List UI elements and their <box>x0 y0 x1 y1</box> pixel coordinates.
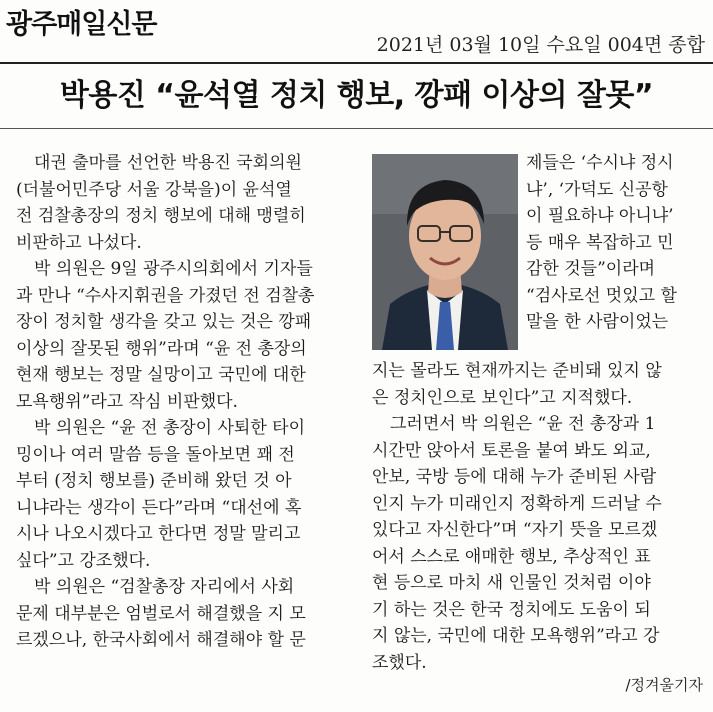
dateline: 2021년 03월 10일 수요일 004면 종합 <box>376 34 705 56</box>
article-column-2-top <box>526 150 704 336</box>
portrait-photo <box>372 154 518 350</box>
article-line: 싶다”고 강조했다. <box>16 550 151 571</box>
article-line: 이상의 잘못된 행위”라며 “윤 전 총장의 <box>16 338 307 359</box>
top-rule <box>0 62 713 64</box>
article-line: 인지 누가 미래인지 정확하게 드러날 수 <box>372 493 662 514</box>
article-line: 이 필요하냐 아니냐’ <box>526 206 674 226</box>
article-line: 박 의원은 9일 광주시의회에서 기자들 <box>34 259 313 279</box>
article-line: 시간만 앉아서 토론을 붙여 봐도 외교, <box>372 440 651 461</box>
article-line: 비판하고 나섰다. <box>16 232 142 253</box>
article-line: 기 하는 것은 한국 정치에도 도움이 되 <box>372 599 651 620</box>
portrait-image <box>372 154 518 350</box>
article-line: 문제 대부분은 엄벌로서 해결했을 지 모 <box>16 603 306 624</box>
article-line: 모욕행위”라고 작심 비판했다. <box>16 391 238 412</box>
article-line: 등 매우 복잡하고 민 <box>526 232 674 253</box>
article-line: 과 만나 “수사지휘권을 가졌던 전 검찰총 <box>16 285 315 306</box>
article-line: 냐’, ‘가덕도 신공항 <box>526 179 668 200</box>
article-line: 감한 것들”이라며 <box>526 259 656 279</box>
article-line: 박 의원은 “윤 전 총장이 사퇴한 타이 <box>34 418 306 438</box>
article-line: 르겠으나, 한국사회에서 해결해야 할 문 <box>16 630 306 650</box>
article-line: 현재 행보는 정말 실망이고 국민에 대한 <box>16 365 306 385</box>
article-line: 말을 한 사람이었는 <box>526 312 669 332</box>
article-line: 현 등으로 마치 새 인물인 것처럼 이야 <box>372 573 651 593</box>
article-line: (더불어민주당 서울 강북을)이 윤석열 <box>16 179 292 200</box>
article-line: 제들은 ‘수시냐 정시 <box>526 153 674 173</box>
article-line: 있다고 자신한다”며 “자기 뜻을 모르겠 <box>372 520 658 540</box>
article-line: 전 검찰총장의 정치 행보에 대해 맹렬히 <box>16 206 306 226</box>
byline: /정겨울기자 <box>625 676 703 694</box>
masthead: 광주매일신문 <box>6 9 157 40</box>
article-line: 조했다. <box>372 652 427 673</box>
article-line: 박 의원은 “검찰총장 자리에서 사회 <box>34 577 295 597</box>
article-line: 지 않는, 국민에 대한 모욕행위”라고 강 <box>372 626 660 646</box>
article-line: “검사로선 멋있고 할 <box>526 285 677 306</box>
article-line: 어서 스스로 애매한 행보, 추상적인 표 <box>372 546 651 567</box>
article-line: 장이 정치할 생각을 갖고 있는 것은 깡패 <box>16 312 312 332</box>
article-line: 지는 몰라도 현재까지는 준비돼 있지 않 <box>372 361 662 381</box>
article-line: 시나 나오시겠다고 한다면 정말 말리고 <box>16 524 301 544</box>
headline-rule <box>0 128 713 129</box>
article-line: 안보, 국방 등에 대해 누가 준비된 사람 <box>372 467 657 487</box>
article-line: 니냐라는 생각이 든다”라며 “대선에 혹 <box>16 497 302 518</box>
article-line: 부터 (정치 행보를) 준비해 왔던 것 아 <box>16 471 292 491</box>
article-line: 대권 출마를 선언한 박용진 국회의원 <box>34 153 302 173</box>
article-column-1 <box>16 150 351 654</box>
headline: 박용진 “윤석열 정치 행보, 깡패 이상의 잘못” <box>59 78 654 113</box>
article-column-2-bottom <box>372 358 704 676</box>
article-line: 밍이나 여러 말씀 등을 돌아보면 꽤 전 <box>16 444 295 465</box>
article-line: 은 정치인으로 보인다”고 지적했다. <box>372 387 633 408</box>
article-line: 그러면서 박 의원은 “윤 전 총장과 1 <box>390 414 656 434</box>
